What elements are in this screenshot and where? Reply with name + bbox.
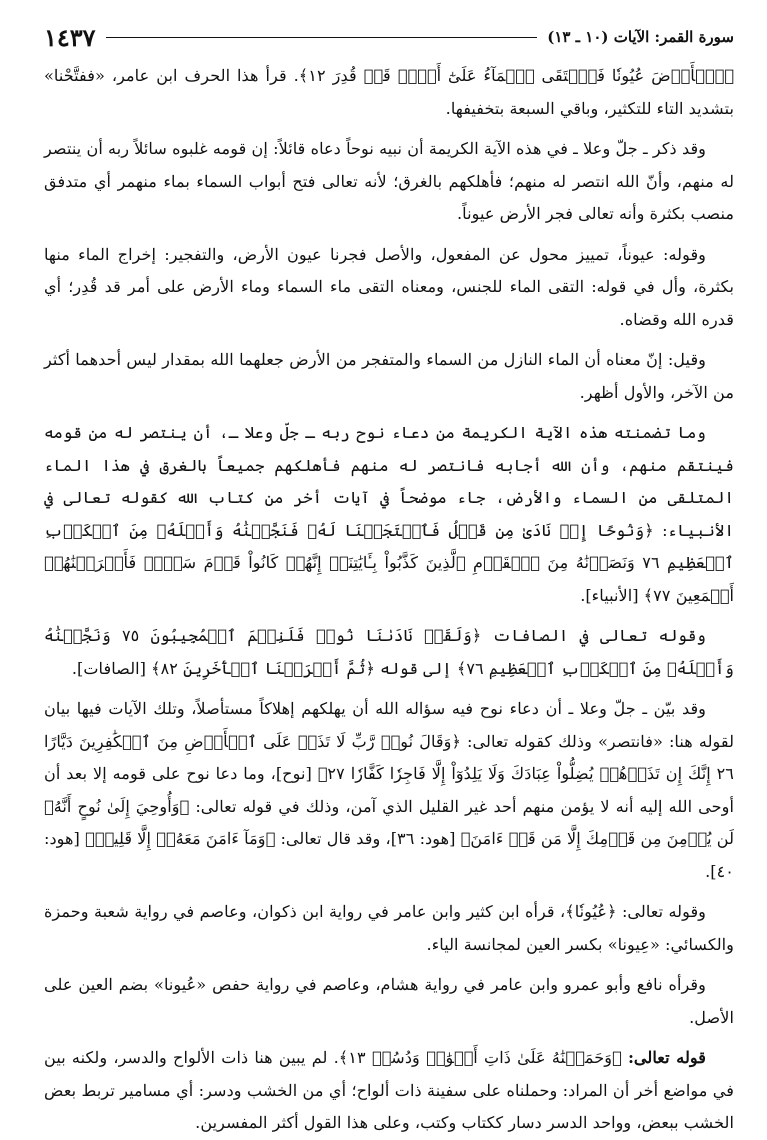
paragraph-text: وقيل: إنّ معناه أن الماء النازل من السماء والمتفجر من الأرض جعلهما الله بمقدار ليس أحدهما أكثر من الآخر، والأول أظهر. — [44, 350, 734, 402]
paragraph-text: ﴿وَحَمَلۡنَٰهُ عَلَىٰ ذَاتِ أَلۡوَٰحٖ وَدُسُرٖ ١٣﴾. لم يبين هنا ذات الألواح والدسر، ولكنه بين في مواضع أخر أن المراد: وحملناه على سفينة ذات ألواح؛ أي من الخشب ودسر: أي مسامير تربط بعض الخشب ببعض، وواحد الدسر دسار ككتاب وكتب، وعلى هذا القول أكثر المفسرين. — [44, 1048, 734, 1132]
paragraph-text: وما تضمنته هذه الآية الكريمة من دعاء نوح ربه ـ جلّ وعلا ـ، أن ينتصر له من قومه فينتقم منهم، وأن الله أجابه فانتصر له منهم فأهلكهم جميعاً بالغرق في هذا الماء المتلقى من السماء والأرض، جاء موضحاً في آيات أخر من كتاب الله كقوله تعالى في الأنبياء: ﴿وَنُوحًا إِذۡ نَادَىٰ مِن قَبۡلُ فَٱسۡتَجَبۡنَا لَهُۥ فَنَجَّيۡنَٰهُ وَأَهۡلَهُۥ مِنَ ٱلۡكَرۡبِ ٱلۡعَظِيمِ ٧٦ وَنَصَرۡنَٰهُ مِنَ ٱلۡقَوۡمِ ٱلَّذِينَ كَذَّبُواْ بِـَٔايَٰتِنَآۚ إِنَّهُمۡ كَانُواْ قَوۡمَ سَوۡءٖ فَأَغۡرَقۡنَٰهُمۡ أَجۡمَعِينَ ٧٧﴾ [الأنبياء]. — [44, 423, 734, 605]
book-page — [44, 22, 735, 1132]
section-lead: قوله تعالى: — [627, 1048, 707, 1067]
paragraph — [44, 1042, 734, 1140]
paragraph — [44, 239, 734, 337]
page-body — [44, 60, 734, 1140]
paragraph — [44, 620, 734, 685]
surah-title: سورة القمر: الآيات (١٠ ـ ١٣) — [547, 28, 734, 46]
page-header — [44, 22, 734, 52]
header-rule — [106, 37, 538, 38]
paragraph-text: وقرأه نافع وأبو عمرو وابن عامر في رواية هشام، وعاصم في رواية حفص «عُيونا» بضم العين على الأصل. — [44, 975, 734, 1027]
paragraph — [44, 133, 734, 231]
paragraph-text: وقوله: عيوناً، تمييز محول عن المفعول، والأصل فجرنا عيون الأرض، والتفجير: إخراج الماء منها بكثرة، وأل في قوله: التقى الماء للجنس، ومعناه التقى ماء السماء وماء الأرض على أمر قد قُدِر؛ أي قدره الله وقضاه. — [44, 244, 734, 329]
paragraph — [44, 693, 734, 888]
page-number: ١٤٣٧ — [44, 22, 96, 52]
paragraph-text: وقوله تعالى: ﴿عُيُونٗا﴾، قرأه ابن كثير وابن عامر في رواية ابن ذكوان، وعاصم في رواية شعبة وحمزة والكسائي: «عِيونا» بكسر العين لمجانسة الياء. — [44, 902, 734, 954]
paragraph — [44, 60, 734, 125]
paragraph-text: وقوله تعالى في الصافات ﴿وَلَقَدۡ نَادَىٰنَا نُوحٞ فَلَنِعۡمَ ٱلۡمُجِيبُونَ ٧٥ وَنَجَّيۡنَٰهُ وَأَهۡلَهُۥ مِنَ ٱلۡكَرۡبِ ٱلۡعَظِيمِ ٧٦﴾ إلى قوله ﴿ثُمَّ أَغۡرَقۡنَا ٱلۡأٓخَرِينَ ٨٢﴾ [الصافات]. — [44, 626, 734, 678]
paragraph-text: ﴿ٱلۡأَرۡضَ عُيُونٗا فَٱلۡتَقَى ٱلۡمَآءُ عَلَىٰٓ أَمۡرٖ قَدۡ قُدِرَ ١٢﴾. قرأ هذا الحرف ابن عامر، «ففتَّحْنا» بتشديد التاء للتكثير، وباقي السبعة بتخفيفها. — [44, 66, 735, 118]
paragraph — [44, 417, 734, 612]
paragraph — [44, 344, 734, 409]
paragraph-text: وقد بيّن ـ جلّ وعلا ـ أن دعاء نوح فيه سؤاله الله أن يهلكهم إهلاكاً مستأصلاً، وتلك الآيات فيها بيان لقوله هنا: «فانتصر» وذلك كقوله تعالى: ﴿وَقَالَ نُوحٞ رَّبِّ لَا تَذَرۡ عَلَى ٱلۡأَرۡضِ مِنَ ٱلۡكَٰفِرِينَ دَيَّارًا ٢٦ إِنَّكَ إِن تَذَرۡهُمۡ يُضِلُّواْ عِبَادَكَ وَلَا يَلِدُوٓاْ إِلَّا فَاجِرٗا كَفَّارٗا ٢٧﴾ [نوح]، وما دعا نوح على قومه إلا بعد أن أوحى الله إليه أنه لا يؤمن منهم أحد غير القليل الذي آمن، وذلك في قوله تعالى: ﴿وَأُوحِيَ إِلَىٰ نُوحٍ أَنَّهُۥ لَن يُؤۡمِنَ مِن قَوۡمِكَ إِلَّا مَن قَدۡ ءَامَنَ﴾ [هود: ٣٦]، وقد قال تعالى: ﴿وَمَآ ءَامَنَ مَعَهُۥٓ إِلَّا قَلِيلٞ﴾ [هود: ٤٠]. — [44, 699, 735, 881]
paragraph — [44, 969, 734, 1034]
paragraph-text: وقد ذكر ـ جلّ وعلا ـ في هذه الآية الكريمة أن نبيه نوحاً دعاه قائلاً: إن قومه غلبوه سائلاً ربه أن ينتصر له منهم، وأنّ الله انتصر له منهم؛ فأهلكهم بالغرق؛ لأنه تعالى فتح أبواب السماء بماء منهمر أي متدفق منصب بكثرة وأنه تعالى فجر الأرض عيوناً. — [44, 139, 734, 223]
paragraph — [44, 896, 734, 961]
